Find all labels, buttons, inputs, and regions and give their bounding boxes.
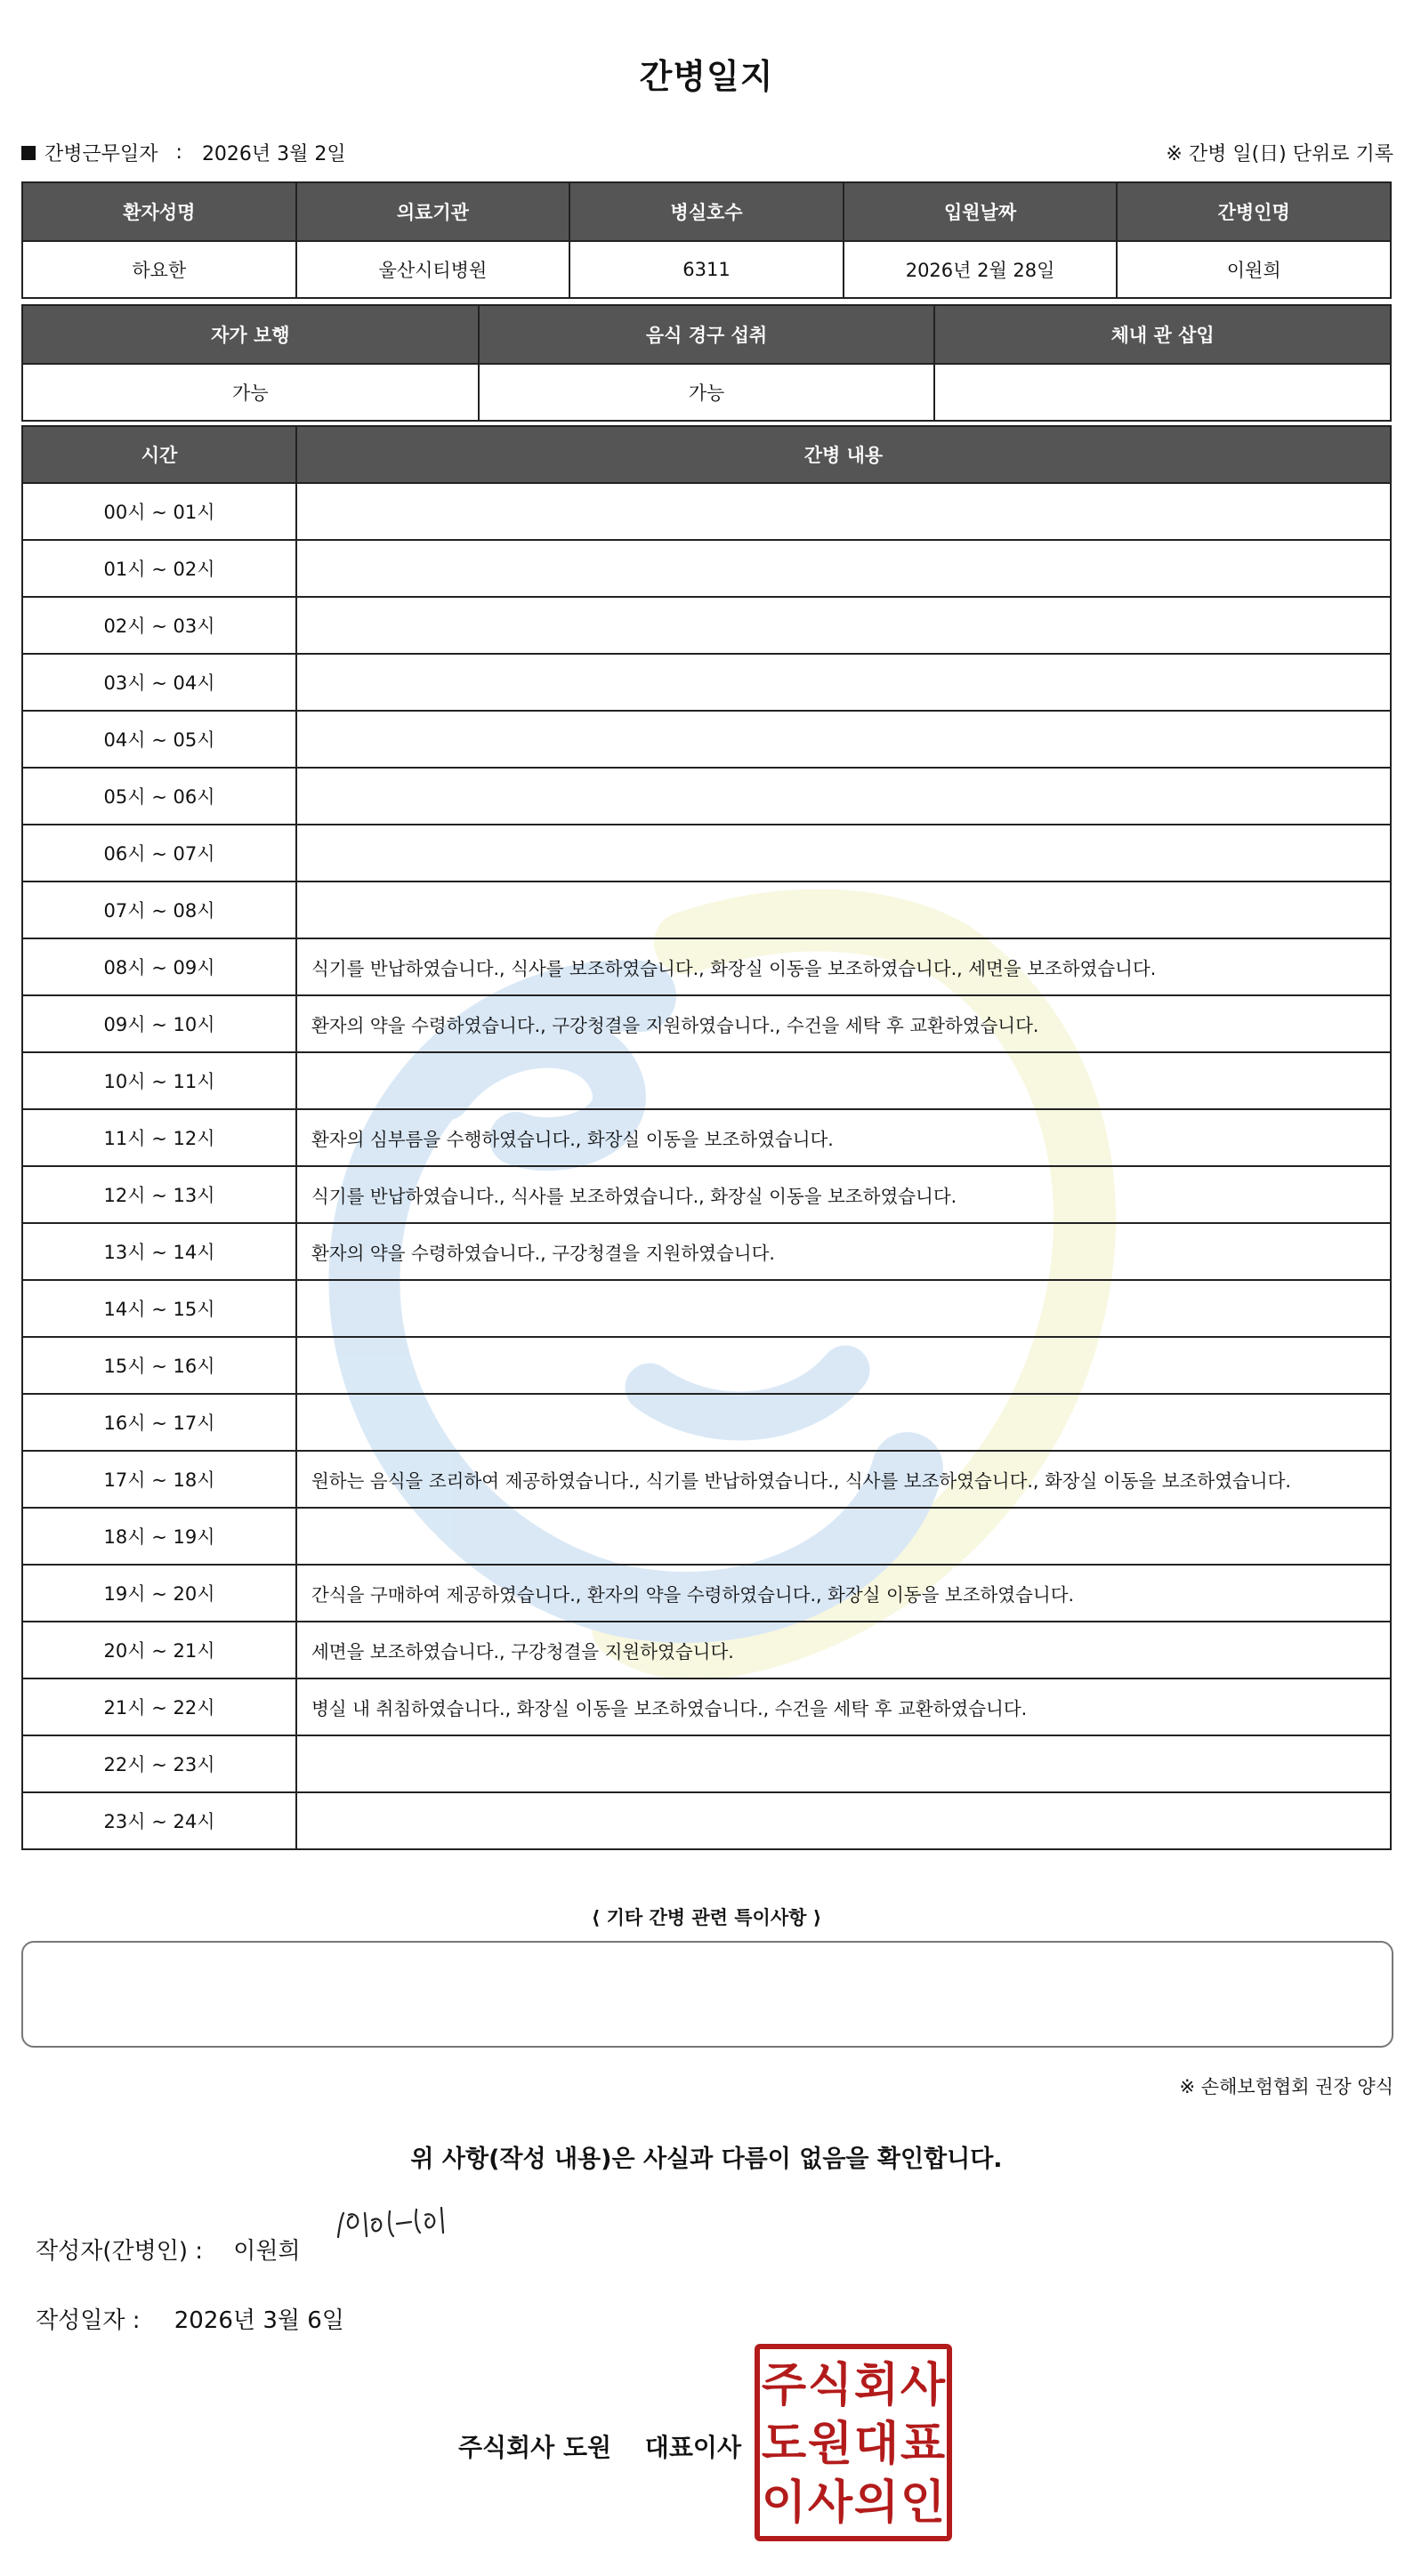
care-log-content (296, 654, 1391, 711)
care-log-content: 환자의 약을 수령하였습니다., 구강청결을 지원하였습니다. (296, 1223, 1391, 1280)
svg-text:이: 이 (761, 2476, 807, 2530)
svg-text:주: 주 (761, 2359, 807, 2412)
room-number-value: 6311 (569, 241, 844, 298)
care-log-content: 원하는 음식을 조리하여 제공하였습니다., 식기를 반납하였습니다., 식사를 보조하였습니다., 화장실 이동을 보조하였습니다. (296, 1451, 1391, 1508)
care-log-content: 식기를 반납하였습니다., 식사를 보조하였습니다., 화장실 이동을 보조하였습니다., 세면을 보조하였습니다. (296, 938, 1391, 995)
care-log-content (296, 881, 1391, 938)
care-log-content (296, 540, 1391, 597)
svg-text:도: 도 (761, 2418, 807, 2471)
header-time: 시간 (22, 426, 296, 483)
care-log-time: 12시 ~ 13시 (22, 1166, 296, 1223)
care-log-header-row (22, 426, 1391, 483)
care-log-content (296, 1508, 1391, 1565)
care-log-time: 04시 ~ 05시 (22, 711, 296, 768)
oral-intake-value: 가능 (479, 364, 935, 421)
care-log-time: 13시 ~ 14시 (22, 1223, 296, 1280)
svg-text:사: 사 (807, 2476, 853, 2530)
care-log-content: 병실 내 취침하였습니다., 화장실 이동을 보조하였습니다., 수건을 세탁 후 교환하였습니다. (296, 1678, 1391, 1735)
patient-info-header-row (22, 182, 1391, 241)
patient-status-header-row (22, 305, 1391, 364)
svg-text:원: 원 (807, 2418, 853, 2471)
care-log-time: 09시 ~ 10시 (22, 995, 296, 1052)
handwritten-signature (331, 2197, 456, 2259)
care-log-row (22, 540, 1391, 597)
record-unit-note: ※ 간병 일(日) 단위로 기록 (1166, 143, 1393, 165)
care-log-row (22, 1508, 1391, 1565)
special-notes-box (21, 1941, 1393, 2048)
hospital-value: 울산시티병원 (296, 241, 570, 298)
svg-text:대: 대 (853, 2418, 900, 2471)
care-log-row (22, 881, 1391, 938)
care-log-content (296, 483, 1391, 540)
care-log-content: 식기를 반납하였습니다., 식사를 보조하였습니다., 화장실 이동을 보조하였습니다. (296, 1166, 1391, 1223)
seal-lettering (760, 2349, 947, 2536)
header-care-content: 간병 내용 (296, 426, 1391, 483)
svg-text:표: 표 (900, 2418, 946, 2471)
care-log-time: 17시 ~ 18시 (22, 1451, 296, 1508)
document-title: 간병일지 (639, 57, 774, 96)
header-caregiver-name: 간병인명 (1117, 182, 1391, 241)
admission-date-value: 2026년 2월 28일 (844, 241, 1118, 298)
care-log-row (22, 938, 1391, 995)
header-oral-intake: 음식 경구 섭취 (479, 305, 935, 364)
patient-status-table (21, 304, 1392, 422)
care-log-content: 간식을 구매하여 제공하였습니다., 환자의 약을 수령하였습니다., 화장실 이동을 보조하였습니다. (296, 1565, 1391, 1622)
care-log-content (296, 1792, 1391, 1849)
care-log-time: 20시 ~ 21시 (22, 1622, 296, 1678)
care-log-time: 21시 ~ 22시 (22, 1678, 296, 1735)
written-date-row (36, 2302, 344, 2335)
care-log-time: 23시 ~ 24시 (22, 1792, 296, 1849)
care-log-row (22, 995, 1391, 1052)
company-name: 주식회사 도원 (458, 2433, 612, 2462)
care-log-row (22, 1280, 1391, 1337)
care-log-row (22, 1678, 1391, 1735)
header-self-walking: 자가 보행 (22, 305, 479, 364)
care-log-time: 16시 ~ 17시 (22, 1394, 296, 1451)
care-log-row (22, 1109, 1391, 1166)
care-log-row (22, 1394, 1391, 1451)
confirmation-statement: 위 사항(작성 내용)은 사실과 다름이 없음을 확인합니다. (410, 2145, 1003, 2173)
care-log-time: 10시 ~ 11시 (22, 1052, 296, 1109)
patient-info-table (21, 181, 1392, 299)
form-source-footnote: ※ 손해보험협회 권장 양식 (1179, 2076, 1393, 2097)
care-log-time: 22시 ~ 23시 (22, 1735, 296, 1792)
svg-text:사: 사 (900, 2359, 946, 2412)
care-log-content (296, 825, 1391, 881)
care-log-row (22, 1337, 1391, 1394)
care-log-time: 11시 ~ 12시 (22, 1109, 296, 1166)
svg-text:회: 회 (853, 2359, 900, 2412)
header-hospital: 의료기관 (296, 182, 570, 241)
care-log-row (22, 1622, 1391, 1678)
care-log-row (22, 768, 1391, 825)
care-log-row (22, 1451, 1391, 1508)
care-log-row (22, 654, 1391, 711)
care-log-time: 02시 ~ 03시 (22, 597, 296, 654)
company-ceo-title: 대표이사 (644, 2433, 741, 2462)
care-log-time: 06시 ~ 07시 (22, 825, 296, 881)
work-date-label: 간병근무일자 (44, 143, 158, 165)
care-log-time: 01시 ~ 02시 (22, 540, 296, 597)
caregiver-name-value: 이원희 (1117, 241, 1391, 298)
care-log-content (296, 1735, 1391, 1792)
care-log-content (296, 1394, 1391, 1451)
writer-name: 이원희 (233, 2238, 301, 2265)
care-log-content: 환자의 심부름을 수행하였습니다., 화장실 이동을 보조하였습니다. (296, 1109, 1391, 1166)
care-log-time: 15시 ~ 16시 (22, 1337, 296, 1394)
company-signature-line (458, 2428, 741, 2464)
care-log-row (22, 1052, 1391, 1109)
care-log-row (22, 825, 1391, 881)
header-patient-name: 환자성명 (22, 182, 296, 241)
tube-insertion-value (934, 364, 1391, 421)
patient-status-value-row (22, 364, 1391, 421)
care-log-content (296, 768, 1391, 825)
care-log-row (22, 1565, 1391, 1622)
care-log-content (296, 711, 1391, 768)
header-room-number: 병실호수 (569, 182, 844, 241)
company-seal-stamp (755, 2344, 952, 2541)
patient-name-value: 하요한 (22, 241, 296, 298)
special-notes-title: ⟨ 기타 간병 관련 특이사항 ⟩ (591, 1907, 822, 1928)
care-log-time: 19시 ~ 20시 (22, 1565, 296, 1622)
care-log-row (22, 711, 1391, 768)
hourly-care-log-table (21, 425, 1392, 1850)
care-log-time: 03시 ~ 04시 (22, 654, 296, 711)
care-log-content (296, 1052, 1391, 1109)
care-log-row (22, 1792, 1391, 1849)
care-log-content: 세면을 보조하였습니다., 구강청결을 지원하였습니다. (296, 1622, 1391, 1678)
care-log-row (22, 1735, 1391, 1792)
work-date-colon: : (175, 141, 182, 164)
care-log-content (296, 1337, 1391, 1394)
care-log-content: 환자의 약을 수령하였습니다., 구강청결을 지원하였습니다., 수건을 세탁 후 교환하였습니다. (296, 995, 1391, 1052)
writer-row (36, 2233, 301, 2266)
care-log-content (296, 1280, 1391, 1337)
care-log-row (22, 597, 1391, 654)
self-walking-value: 가능 (22, 364, 479, 421)
care-log-time: 08시 ~ 09시 (22, 938, 296, 995)
care-log-time: 18시 ~ 19시 (22, 1508, 296, 1565)
care-log-time: 00시 ~ 01시 (22, 483, 296, 540)
written-date-label: 작성일자 : (36, 2307, 141, 2334)
care-log-time: 05시 ~ 06시 (22, 768, 296, 825)
svg-text:의: 의 (853, 2476, 900, 2530)
header-tube-insertion: 체내 관 삽입 (934, 305, 1391, 364)
care-log-body (22, 483, 1391, 1849)
care-log-row (22, 1223, 1391, 1280)
care-log-time: 14시 ~ 15시 (22, 1280, 296, 1337)
care-log-time: 07시 ~ 08시 (22, 881, 296, 938)
writer-label: 작성자(간병인) : (36, 2238, 204, 2265)
work-date-value: 2026년 3월 2일 (201, 143, 346, 165)
care-log-row (22, 483, 1391, 540)
work-date-row (21, 139, 346, 166)
bullet-square-icon (21, 146, 36, 160)
care-log-content (296, 597, 1391, 654)
patient-info-value-row (22, 241, 1391, 298)
svg-text:식: 식 (807, 2359, 853, 2412)
care-log-row (22, 1166, 1391, 1223)
svg-text:인: 인 (900, 2476, 946, 2530)
header-admission-date: 입원날짜 (844, 182, 1118, 241)
written-date-value: 2026년 3월 6일 (174, 2307, 344, 2334)
